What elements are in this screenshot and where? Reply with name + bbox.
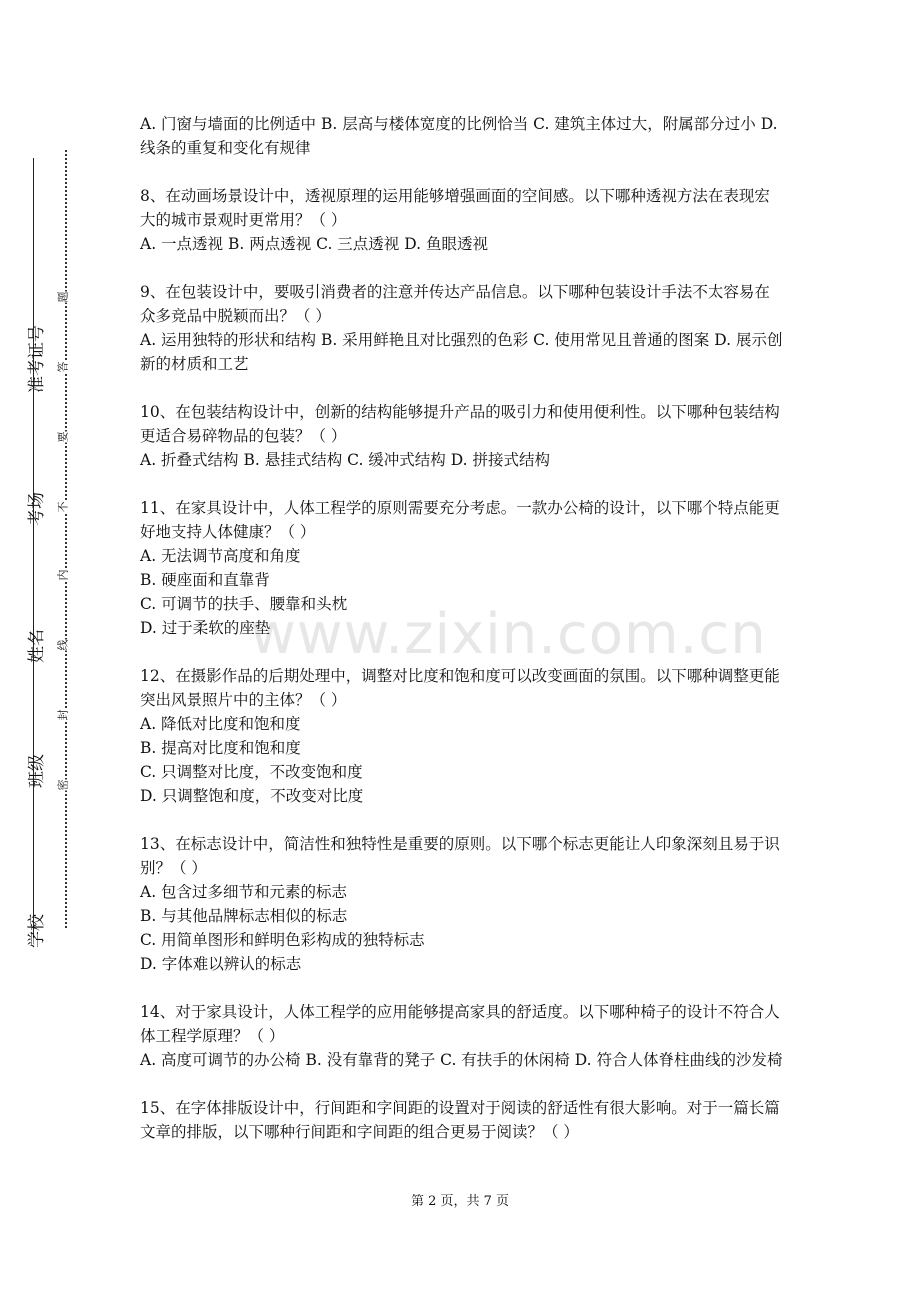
question-options: A. 门窗与墙面的比例适中 B. 层高与楼体宽度的比例恰当 C. 建筑主体过大，附属部分过小 D. 线条的重复和变化有规律 xyxy=(140,115,778,157)
field-exam-number-label: 准考证号 xyxy=(27,325,47,393)
option-d: D. 字体难以辨认的标志 xyxy=(140,955,302,973)
question-10 xyxy=(140,400,784,472)
seal-char: 要 xyxy=(56,431,70,443)
seal-char: 内 xyxy=(56,569,70,581)
binding-dotted-line xyxy=(65,150,67,928)
question-list xyxy=(140,112,784,1168)
seal-char: 题 xyxy=(56,291,70,303)
seal-char: 线 xyxy=(56,639,70,651)
seal-char: 封 xyxy=(56,709,70,721)
field-school-label: 学校 xyxy=(27,914,47,948)
option-b: B. 硬座面和直靠背 xyxy=(140,571,270,589)
question-stem: 12、在摄影作品的后期处理中，调整对比度和饱和度可以改变画面的氛围。以下哪种调整更能突出风景照片中的主体？（ ） xyxy=(140,667,780,709)
question-stem: 9、在包装设计中，要吸引消费者的注意并传达产品信息。以下哪种包装设计手法不太容易在众多竞品中脱颖而出？（ ） xyxy=(140,283,770,325)
field-name-label: 姓名 xyxy=(27,629,47,663)
question-12 xyxy=(140,664,784,808)
question-9 xyxy=(140,280,784,376)
question-15 xyxy=(140,1096,784,1144)
binding-solid-line xyxy=(33,158,34,938)
question-14 xyxy=(140,1000,784,1072)
question-8 xyxy=(140,184,784,256)
question-stem: 13、在标志设计中，简洁性和独特性是重要的原则。以下哪个标志更能让人印象深刻且易于识别？（ ） xyxy=(140,835,780,877)
field-class-label: 班级 xyxy=(27,754,47,788)
option-a: A. 降低对比度和饱和度 xyxy=(140,715,301,733)
question-11 xyxy=(140,496,784,640)
option-d: D. 过于柔软的座垫 xyxy=(140,619,271,637)
question-13 xyxy=(140,832,784,976)
question-options: A. 折叠式结构 B. 悬挂式结构 C. 缓冲式结构 D. 拼接式结构 xyxy=(140,451,550,469)
question-stem: 14、对于家具设计，人体工程学的应用能够提高家具的舒适度。以下哪种椅子的设计不符合人体工程学原理？（ ） xyxy=(140,1003,780,1045)
question-7-tail xyxy=(140,112,784,160)
option-d: D. 只调整饱和度，不改变对比度 xyxy=(140,787,364,805)
page-footer: 第 2 页，共 7 页 xyxy=(410,1194,510,1209)
option-b: B. 提高对比度和饱和度 xyxy=(140,739,301,757)
option-b: B. 与其他品牌标志相似的标志 xyxy=(140,907,348,925)
question-stem: 11、在家具设计中，人体工程学的原则需要充分考虑。一款办公椅的设计，以下哪个特点能更好地支持人体健康？（ ） xyxy=(140,499,780,541)
question-options: A. 高度可调节的办公椅 B. 没有靠背的凳子 C. 有扶手的休闲椅 D. 符合人体脊柱曲线的沙发椅 xyxy=(140,1051,783,1069)
option-c: C. 只调整对比度，不改变饱和度 xyxy=(140,763,363,781)
option-a: A. 无法调节高度和角度 xyxy=(140,547,301,565)
question-options: A. 一点透视 B. 两点透视 C. 三点透视 D. 鱼眼透视 xyxy=(140,235,488,253)
option-c: C. 用简单图形和鲜明色彩构成的独特标志 xyxy=(140,931,425,949)
seal-char: 不 xyxy=(56,501,70,513)
question-stem: 8、在动画场景设计中，透视原理的运用能够增强画面的空间感。以下哪种透视方法在表现宏大的城市景观时更常用？（ ） xyxy=(140,187,770,229)
field-exam-room-label: 考场 xyxy=(27,492,47,526)
question-stem: 10、在包装结构设计中，创新的结构能够提升产品的吸引力和使用便利性。以下哪种包装结构更适合易碎物品的包装？（ ） xyxy=(140,403,780,445)
option-c: C. 可调节的扶手、腰靠和头枕 xyxy=(140,595,348,613)
question-options: A. 运用独特的形状和结构 B. 采用鲜艳且对比强烈的色彩 C. 使用常见且普通的图案 D. 展示创新的材质和工艺 xyxy=(140,331,783,373)
question-stem: 15、在字体排版设计中，行间距和字间距的设置对于阅读的舒适性有很大影响。对于一篇长篇文章的排版，以下哪种行间距和字间距的组合更易于阅读？（ ） xyxy=(140,1099,780,1141)
watermark: www.zixin.com.cn xyxy=(250,602,767,667)
option-a: A. 包含过多细节和元素的标志 xyxy=(140,883,348,901)
seal-char: 答 xyxy=(56,361,70,373)
seal-char: 密 xyxy=(56,779,70,791)
